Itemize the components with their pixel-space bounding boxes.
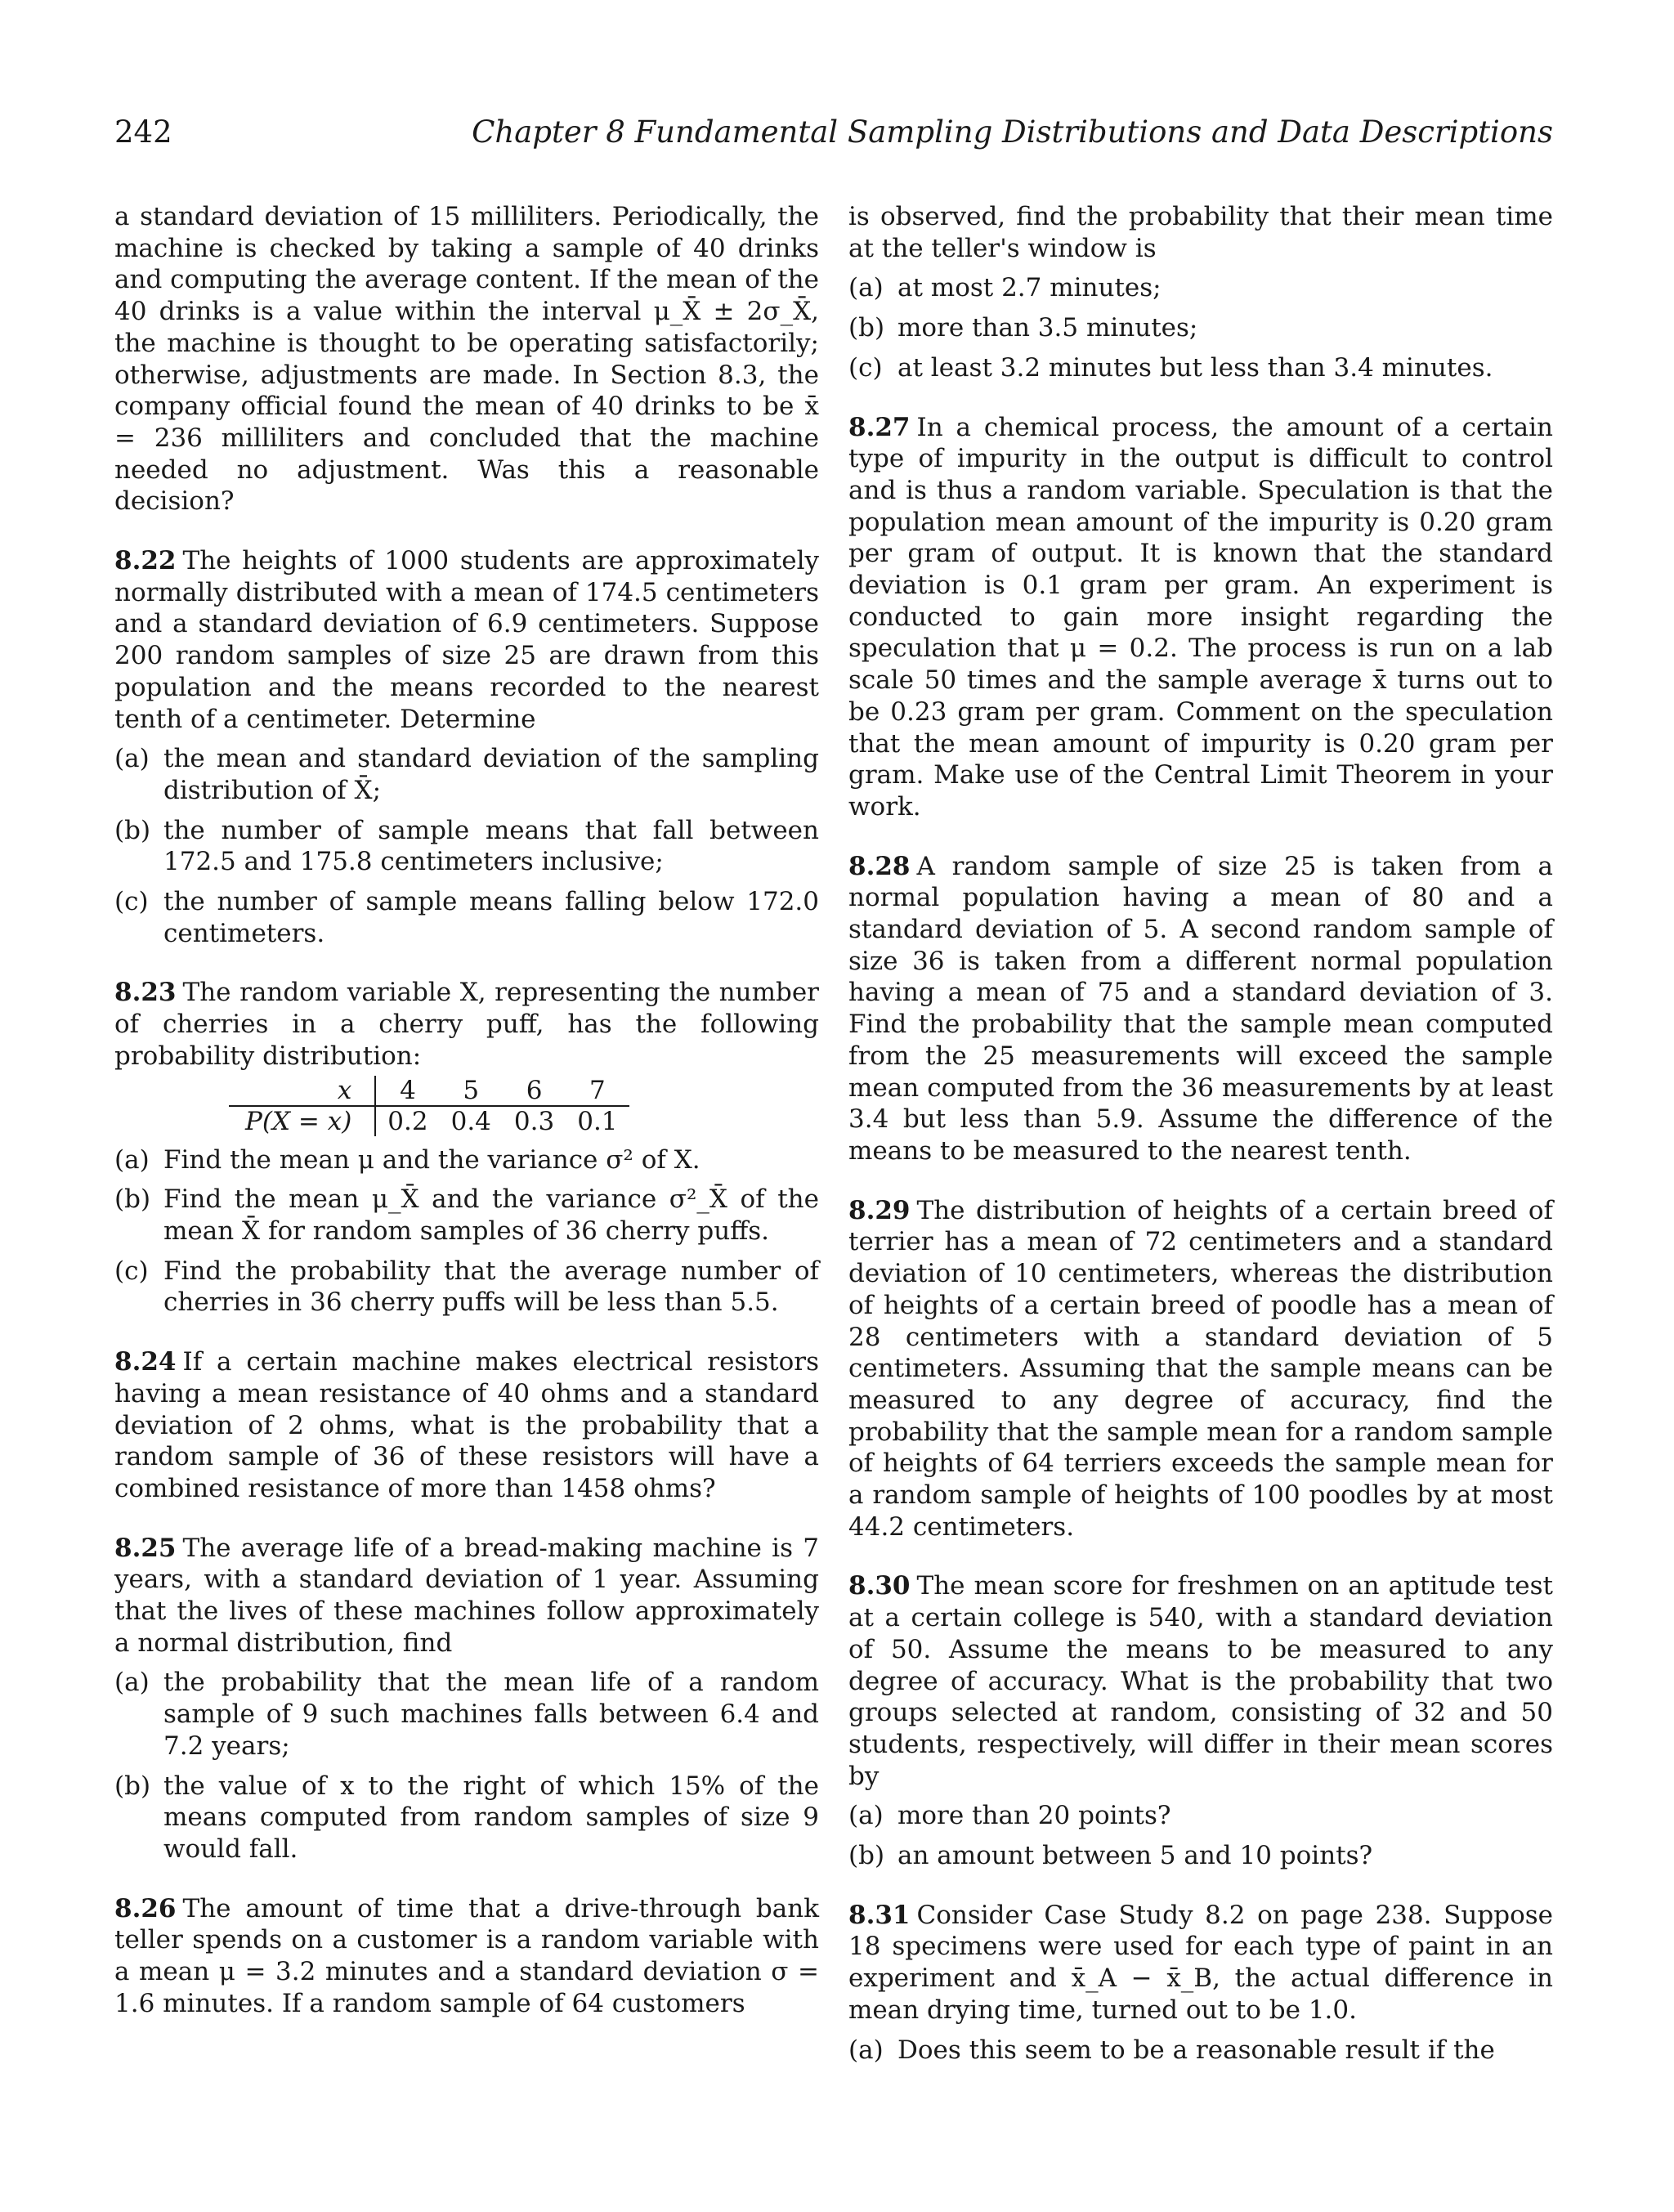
left-column (114, 201, 819, 2019)
exercise-8-27 (848, 412, 1553, 823)
sub-part-a: (a) more than 20 points? (848, 1801, 1171, 1831)
exercise-number: 8.29 (848, 1195, 911, 1225)
continued-text: is observed, find the probability that their mean time at the teller's window is (848, 202, 1553, 263)
exercise-text: The random variable X, representing the number of cherries in a cherry puff, has the following probability distribution: (114, 978, 819, 1071)
exercise-number: 8.31 (848, 1900, 911, 1930)
table-cell: 4 (375, 1076, 439, 1106)
sub-part-a: (a) at most 2.7 minutes; (848, 273, 1162, 303)
exercise-text: In a chemical process, the amount of a certain type of impurity in the output is difficult to control and is thus a random variable. Speculation is that the population mean amount of the impurity is 0.20 gram per gram of output. It is known that the standard deviation is 0.1 gram per gram. An experiment is conducted to gain more insight regarding the speculation that μ = 0.2. The process is run on a lab scale 50 times and the sample average x̄ turns out to be 0.23 gram per gram. Comment on the speculation that the mean amount of impurity is 0.20 gram per gram. Make use of the Central Limit Theorem in your work. (848, 412, 1553, 822)
exercise-number: 8.22 (114, 546, 177, 576)
exercise-8-28 (848, 851, 1553, 1167)
page-header (114, 113, 1553, 152)
exercise-number: 8.28 (848, 851, 911, 881)
table-cell: 6 (503, 1076, 566, 1106)
exercise-8-29 (848, 1195, 1553, 1543)
sub-part-c: (c) Find the probability that the average number of cherries in 36 cherry puffs will be less than 5.5. (114, 1256, 819, 1318)
table-cell: 5 (440, 1076, 503, 1106)
table-header-p: P(X = x) (229, 1106, 375, 1136)
exercise-8-24 (114, 1346, 819, 1505)
right-column (848, 201, 1553, 2066)
sub-part-a: (a) Find the mean μ and the variance σ² of X. (114, 1144, 700, 1175)
probability-table (229, 1076, 629, 1136)
exercise-text: The mean score for freshmen on an aptitude test at a certain college is 540, with a standard deviation of 50. Assume the means to be measured to any degree of accuracy. What is the probability that two groups selected at random, consisting of 32 and 50 students, respectively, will differ in their mean scores by (848, 1571, 1553, 1791)
page-number: 242 (114, 114, 172, 150)
exercise-text: A random sample of size 25 is taken from a normal population having a mean of 80 and a standard deviation of 5. A second random sample of size 36 is taken from a different normal population having a mean of 75 and a standard deviation of 3. Find the probability that the sample mean computed from the 25 measurements will exceed the sample mean computed from the 36 measurements by at least 3.4 but less than 5.9. Assume the difference of the means to be measured to the nearest tenth. (848, 851, 1553, 1166)
exercise-number: 8.26 (114, 1893, 177, 1923)
table-cell: 0.1 (577, 1106, 618, 1136)
exercise-number: 8.30 (848, 1571, 911, 1601)
exercise-8-30 (848, 1570, 1553, 1871)
exercise-number: 8.23 (114, 978, 177, 1008)
exercise-number: 8.24 (114, 1347, 177, 1377)
exercise-8-22 (114, 545, 819, 949)
table-cell: 0.4 (450, 1106, 491, 1136)
sub-part-a: (a) the probability that the mean life of a random sample of 9 such machines falls between 6.4 and 7.2 years; (114, 1668, 819, 1761)
exercise-text: The heights of 1000 students are approximately normally distributed with a mean of 174.5 centimeters and a standard deviation of 6.9 centimeters. Suppose 200 random samples of size 25 are drawn from this population and the means recorded to the nearest tenth of a centimeter. Determine (114, 546, 819, 734)
chapter-title: Chapter 8 Fundamental Sampling Distributions and Data Descriptions (472, 114, 1553, 150)
exercise-number: 8.27 (848, 412, 911, 442)
exercise-number: 8.25 (114, 1533, 177, 1563)
sub-part-c: (c) the number of sample means falling below 172.0 centimeters. (114, 887, 819, 948)
sub-part-b: (b) the number of sample means that fall between 172.5 and 175.8 centimeters inclusive; (114, 815, 819, 877)
exercise-8-23 (114, 977, 819, 1319)
exercise-8-26 (114, 1893, 819, 2020)
exercise-8-25 (114, 1533, 819, 1865)
sub-part-b: (b) an amount between 5 and 10 points? (848, 1841, 1373, 1871)
sub-part-c: (c) at least 3.2 minutes but less than 3.4 minutes. (848, 352, 1493, 383)
exercise-text: Consider Case Study 8.2 on page 238. Suppose 18 specimens were used for each type of paint in an experiment and x̄_A − x̄_B, the actual difference in mean drying time, turned out to be 1.0. (848, 1900, 1553, 2025)
sub-part-b: (b) more than 3.5 minutes; (848, 313, 1198, 343)
continued-text: a standard deviation of 15 milliliters. Periodically, the machine is checked by taking a sample of 40 drinks and computing the average content. If the mean of the 40 drinks is a value within the interval μ_X̄ ± 2σ_X̄, the machine is thought to be operating satisfactorily; otherwise, adjustments are made. In Section 8.3, the company official found the mean of 40 drinks to be x̄ = 236 milliliters and concluded that the machine needed no adjustment. Was this a reasonable decision? (114, 202, 819, 517)
table-cell: 0.2 (387, 1106, 428, 1136)
sub-part-b: (b) the value of x to the right of which 15% of the means computed from random samples of size 9 would fall. (114, 1771, 819, 1864)
sub-part-a: (a) the mean and standard deviation of the sampling distribution of X̄; (114, 744, 819, 805)
exercise-text: If a certain machine makes electrical resistors having a mean resistance of 40 ohms and a standard deviation of 2 ohms, what is the probability that a random sample of 36 of these resistors will have a combined resistance of more than 1458 ohms? (114, 1347, 819, 1503)
table-cell: 7 (566, 1076, 629, 1106)
table-cell: 0.3 (513, 1106, 555, 1136)
exercise-8-31 (848, 1900, 1553, 2066)
exercise-text: The amount of time that a drive-through bank teller spends on a customer is a random variable with a mean μ = 3.2 minutes and a standard deviation σ = 1.6 minutes. If a random sample of 64 customers (114, 1893, 819, 2018)
table-header-x: x (229, 1076, 375, 1106)
sub-part-b: (b) Find the mean μ_X̄ and the variance σ²_X̄ of the mean X̄ for random samples of 36 cherry puffs. (114, 1184, 819, 1246)
exercise-text: The average life of a bread-making machine is 7 years, with a standard deviation of 1 year. Assuming that the lives of these machines follow approximately a normal distribution, find (114, 1533, 819, 1658)
exercise-text: The distribution of heights of a certain breed of terrier has a mean of 72 centimeters and a standard deviation of 10 centimeters, whereas the distribution of heights of a certain breed of poodle has a mean of 28 centimeters with a standard deviation of 5 centimeters. Assuming that the sample means can be measured to any degree of accuracy, find the probability that the sample mean for a random sample of heights of 64 terriers exceeds the sample mean for a random sample of heights of 100 poodles by at most 44.2 centimeters. (848, 1195, 1553, 1542)
sub-part-a: (a) Does this seem to be a reasonable result if the (848, 2035, 1495, 2065)
